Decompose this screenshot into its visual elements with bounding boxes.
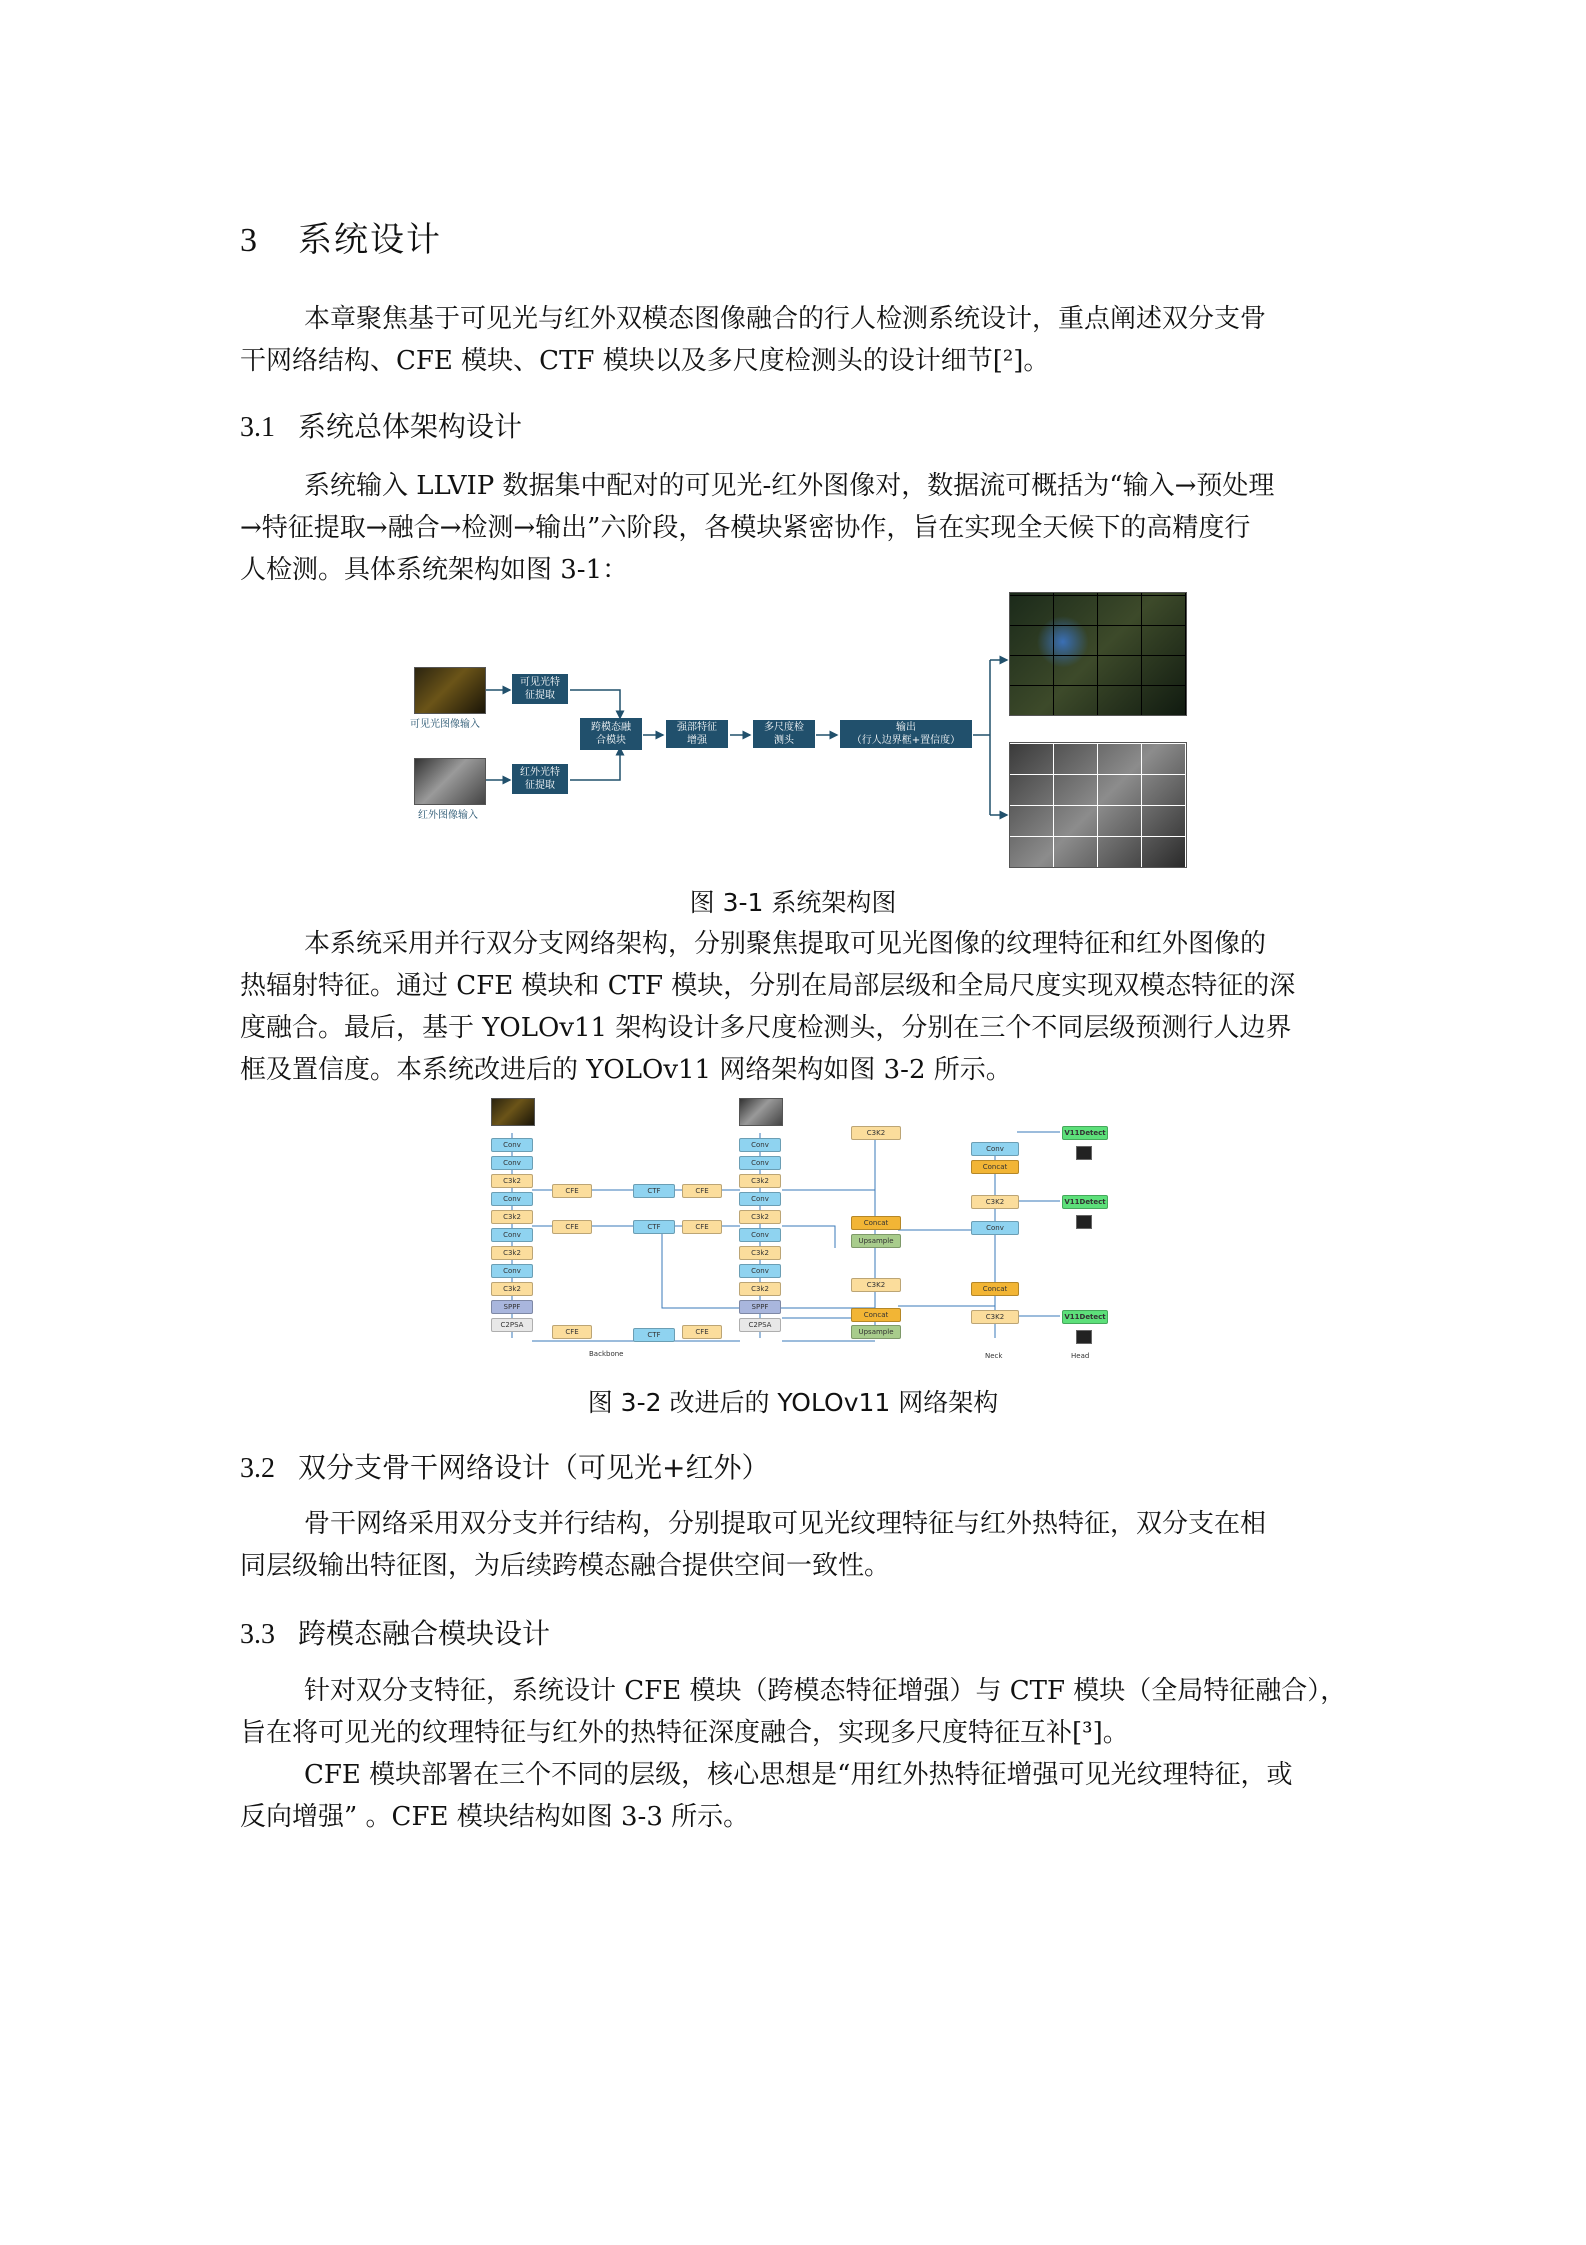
detect-node: V11Detect: [1062, 1195, 1108, 1209]
para-line: 热辐射特征。通过 CFE 模块和 CTF 模块，分别在局部层级和全局尺度实现双模态特征的深: [240, 971, 1296, 1001]
intro-paragraph: [240, 298, 1350, 382]
c3k2-node: C3k2: [739, 1210, 781, 1224]
conv-node: Conv: [739, 1138, 781, 1152]
section-3-1-paragraph: [240, 465, 1350, 591]
visible-feature-box: 可见光特 征提取: [512, 674, 568, 704]
chapter-heading: [240, 212, 442, 261]
para-line: 框及置信度。本系统改进后的 YOLOv11 网络架构如图 3-2 所示。: [240, 1055, 1012, 1085]
backbone-label: Backbone: [589, 1350, 624, 1358]
section-3-1-heading: [240, 405, 522, 445]
section-title: 双分支骨干网络设计（可见光+红外）: [298, 1451, 770, 1484]
para-line: →特征提取→融合→检测→输出”六阶段，各模块紧密协作，旨在实现全天候下的高精度行: [240, 513, 1251, 543]
c3k2-node: C3k2: [491, 1174, 533, 1188]
c3k2-node: C3k2: [491, 1282, 533, 1296]
c3k2-node: C3k2: [739, 1282, 781, 1296]
c3k2-node: C3k2: [491, 1246, 533, 1260]
sppf-node: SPPF: [739, 1300, 781, 1314]
para-line: 针对双分支特征，系统设计 CFE 模块（跨模态特征增强）与 CTF 模块（全局特征融合），: [304, 1676, 1347, 1706]
section-number: 3.3: [240, 1619, 275, 1650]
conv-node: Conv: [739, 1156, 781, 1170]
section-3-2-heading: [240, 1446, 769, 1486]
chapter-number: 3: [240, 222, 259, 259]
para-line: 骨干网络采用双分支并行结构，分别提取可见光纹理特征与红外热特征，双分支在相: [304, 1509, 1267, 1539]
c3k2-neck-node: C3K2: [971, 1195, 1019, 1209]
section-number: 3.1: [240, 412, 275, 443]
conv-node: Conv: [491, 1138, 533, 1152]
conv-node: Conv: [739, 1228, 781, 1242]
visible-image-thumbnail: [414, 667, 486, 714]
para-line: 旨在将可见光的纹理特征与红外的热特征深度融合，实现多尺度特征互补[³]。: [240, 1718, 1129, 1748]
sppf-node: SPPF: [491, 1300, 533, 1314]
section-number: 3.2: [240, 1453, 275, 1484]
para-line: 系统输入 LLVIP 数据集中配对的可见光-红外图像对，数据流可概括为“输入→预处理: [304, 471, 1275, 501]
figure-3-2: [475, 1098, 1125, 1378]
c3k2-node: C3k2: [739, 1246, 781, 1260]
c3k2-neck-node: C3K2: [971, 1310, 1019, 1324]
figure-3-1: [400, 590, 1200, 880]
section-3-2-paragraph: [240, 1503, 1350, 1587]
visible-output-grid: [1009, 592, 1187, 716]
conv-node: Conv: [491, 1192, 533, 1206]
output-box: 输出 （行人边界框+置信度）: [840, 720, 972, 748]
figure-3-1-caption: 图 3-1 系统架构图: [689, 888, 897, 917]
para-line: 人检测。具体系统架构如图 3-1：: [240, 555, 629, 585]
cfe-node: CFE: [552, 1220, 592, 1234]
cube-icon: [1076, 1330, 1092, 1344]
upsample-node: Upsample: [851, 1234, 901, 1248]
section-title: 系统总体架构设计: [298, 410, 523, 443]
concat-node: Concat: [971, 1160, 1019, 1174]
para-line: CFE 模块部署在三个不同的层级，核心思想是“用红外热特征增强可见光纹理特征，或: [304, 1760, 1293, 1790]
section-3-3-paragraph-1: [240, 1670, 1350, 1838]
cfe-node: CFE: [682, 1325, 722, 1339]
para-line: 同层级输出特征图，为后续跨模态融合提供空间一致性。: [240, 1551, 891, 1581]
infrared-feature-box: 红外光特 征提取: [512, 764, 568, 794]
infrared-input-thumbnail: [739, 1098, 783, 1126]
cfe-node: CFE: [552, 1325, 592, 1339]
c3k2-neck-node: C3K2: [851, 1126, 901, 1140]
chapter-title: 系统设计: [298, 220, 442, 260]
conv-node: Conv: [971, 1142, 1019, 1156]
c3k2-neck-node: C3K2: [851, 1278, 901, 1292]
infrared-input-label: 红外图像输入: [418, 810, 478, 821]
cube-icon: [1076, 1215, 1092, 1229]
cfe-node: CFE: [682, 1220, 722, 1234]
figure-3-2-caption: 图 3-2 改进后的 YOLOv11 网络架构: [587, 1388, 999, 1417]
conv-node: Conv: [971, 1221, 1019, 1235]
para-line: 本系统采用并行双分支网络架构，分别聚焦提取可见光图像的纹理特征和红外图像的: [304, 929, 1267, 959]
conv-node: Conv: [491, 1156, 533, 1170]
cfe-node: CFE: [682, 1184, 722, 1198]
cfe-node: CFE: [552, 1184, 592, 1198]
fusion-box: 跨模态融 合模块: [580, 718, 642, 750]
conv-node: Conv: [739, 1264, 781, 1278]
figure-3-1-paragraph: [240, 923, 1350, 1091]
section-title: 跨模态融合模块设计: [298, 1617, 551, 1650]
detect-box: 多尺度检 测头: [753, 720, 815, 748]
infrared-output-grid: [1009, 742, 1187, 868]
conv-node: Conv: [491, 1228, 533, 1242]
visible-input-thumbnail: [491, 1098, 535, 1126]
para-line: 度融合。最后，基于 YOLOv11 架构设计多尺度检测头，分别在三个不同层级预测行人边界: [240, 1013, 1292, 1043]
cube-icon: [1076, 1146, 1092, 1160]
ctf-node: CTF: [633, 1328, 675, 1342]
section-3-3-heading: [240, 1612, 550, 1652]
intro-line-1: 本章聚焦基于可见光与红外双模态图像融合的行人检测系统设计，重点阐述双分支骨: [304, 304, 1267, 334]
intro-line-2: 干网络结构、CFE 模块、CTF 模块以及多尺度检测头的设计细节[²]。: [240, 346, 1050, 376]
ctf-node: CTF: [633, 1184, 675, 1198]
ctf-node: CTF: [633, 1220, 675, 1234]
conv-node: Conv: [739, 1192, 781, 1206]
enhance-box: 强部特征 增强: [666, 720, 728, 748]
head-label: Head: [1071, 1352, 1090, 1360]
neck-label: Neck: [985, 1352, 1003, 1360]
conv-node: Conv: [491, 1264, 533, 1278]
para-line: 反向增强” 。CFE 模块结构如图 3-3 所示。: [240, 1802, 750, 1832]
concat-node: Concat: [851, 1308, 901, 1322]
upsample-node: Upsample: [851, 1325, 901, 1339]
c3k2-node: C3k2: [739, 1174, 781, 1188]
concat-node: Concat: [851, 1216, 901, 1230]
infrared-image-thumbnail: [414, 758, 486, 805]
detect-node: V11Detect: [1062, 1126, 1108, 1140]
c2psa-node: C2PSA: [491, 1318, 533, 1332]
concat-node: Concat: [971, 1282, 1019, 1296]
detect-node: V11Detect: [1062, 1310, 1108, 1324]
visible-input-label: 可见光图像输入: [410, 719, 480, 730]
c2psa-node: C2PSA: [739, 1318, 781, 1332]
c3k2-node: C3k2: [491, 1210, 533, 1224]
